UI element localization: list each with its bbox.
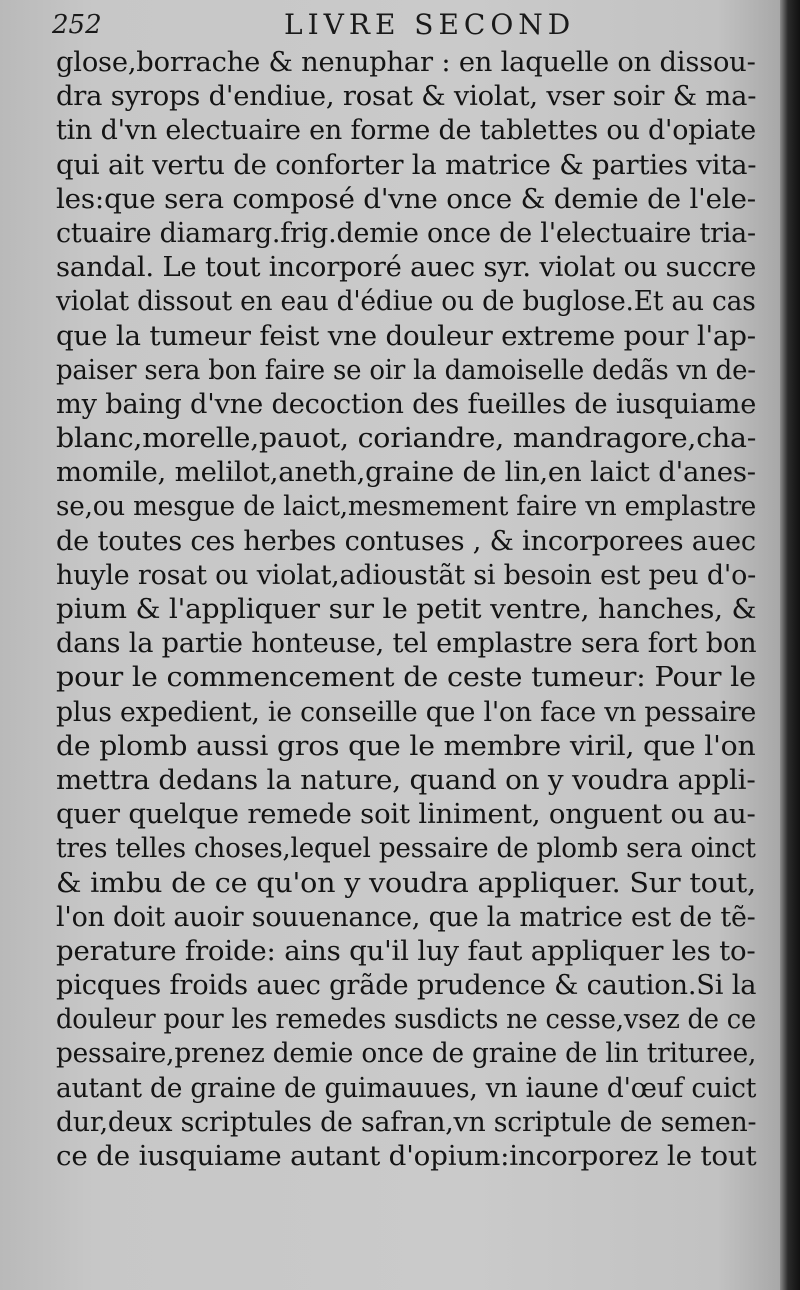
text-line: dur,deux scriptules de safran,vn scriptule de semen-: [56, 1106, 757, 1138]
text-line: ctuaire diamarg.frig.demie once de l'electuaire tria-: [56, 217, 756, 249]
text-line: plus expedient, ie conseille que l'on face vn pessaire: [56, 696, 757, 728]
body-text: [56, 46, 756, 1174]
text-line: de plomb aussi gros que le membre viril, que l'on: [56, 730, 756, 762]
text-line: picques froids auec grãde prudence & caution.Si la: [56, 970, 757, 1002]
page-header: [52, 6, 752, 46]
text-line: de toutes ces herbes contuses , & incorporees auec: [56, 525, 756, 557]
text-line: qui ait vertu de conforter la matrice & parties vita-: [56, 149, 757, 181]
text-line: tin d'vn electuaire en forme de tablettes ou d'opiate: [56, 115, 757, 147]
text-line: sandal. Le tout incorporé auec syr. violat ou succre: [56, 252, 757, 284]
text-line: dra syrops d'endiue, rosat & violat, vser soir & ma-: [56, 81, 757, 113]
running-title: LIVRE SECOND: [284, 8, 576, 41]
text-line: l'on doit auoir souuenance, que la matrice est de tẽ-: [56, 901, 756, 933]
text-line: perature froide: ains qu'il luy faut appliquer les to-: [56, 935, 756, 967]
text-line: huyle rosat ou violat,adioustãt si besoin est peu d'o-: [56, 559, 757, 591]
text-line: autant de graine de guimauues, vn iaune d'œuf cuict: [56, 1072, 757, 1104]
text-line: se,ou mesgue de laict,mesmement faire vn emplastre: [56, 491, 757, 523]
text-line: my baing d'vne decoction des fueilles de iusquiame: [56, 388, 757, 420]
text-line: les:que sera composé d'vne once & demie de l'ele-: [56, 183, 756, 215]
text-line: blanc,morelle,pauot, coriandre, mandragore,cha-: [56, 423, 757, 455]
text-line: quer quelque remede soit liniment, onguent ou au-: [56, 799, 756, 831]
page-edge-shadow: [780, 0, 800, 1290]
text-line: douleur pour les remedes susdicts ne cesse,vsez de ce: [56, 1004, 757, 1036]
text-line: & imbu de ce qu'on y voudra appliquer. Sur tout,: [56, 867, 756, 899]
text-line: violat dissout en eau d'édiue ou de buglose.Et au cas: [56, 286, 756, 318]
text-line: pessaire,prenez demie once de graine de lin trituree,: [56, 1038, 757, 1070]
text-line: mettra dedans la nature, quand on y voudra appli-: [56, 764, 756, 796]
text-line: paiser sera bon faire se oir la damoiselle dedãs vn de-: [56, 354, 756, 386]
text-line: dans la partie honteuse, tel emplastre sera fort bon: [56, 628, 757, 660]
text-line: momile, melilot,aneth,graine de lin,en laict d'anes-: [56, 457, 756, 489]
text-line: glose,borrache & nenuphar : en laquelle on dissou-: [56, 47, 756, 78]
text-line: pour le commencement de ceste tumeur: Pour le: [56, 662, 756, 694]
text-line: ce de iusquiame autant d'opium:incorporez le tout: [56, 1141, 757, 1172]
text-line: tres telles choses,lequel pessaire de plomb sera oinct: [56, 833, 756, 865]
text-line: pium & l'appliquer sur le petit ventre, hanches, &: [56, 594, 757, 625]
text-line: que la tumeur feist vne douleur extreme pour l'ap-: [56, 320, 756, 352]
page-number: 252: [52, 10, 102, 40]
